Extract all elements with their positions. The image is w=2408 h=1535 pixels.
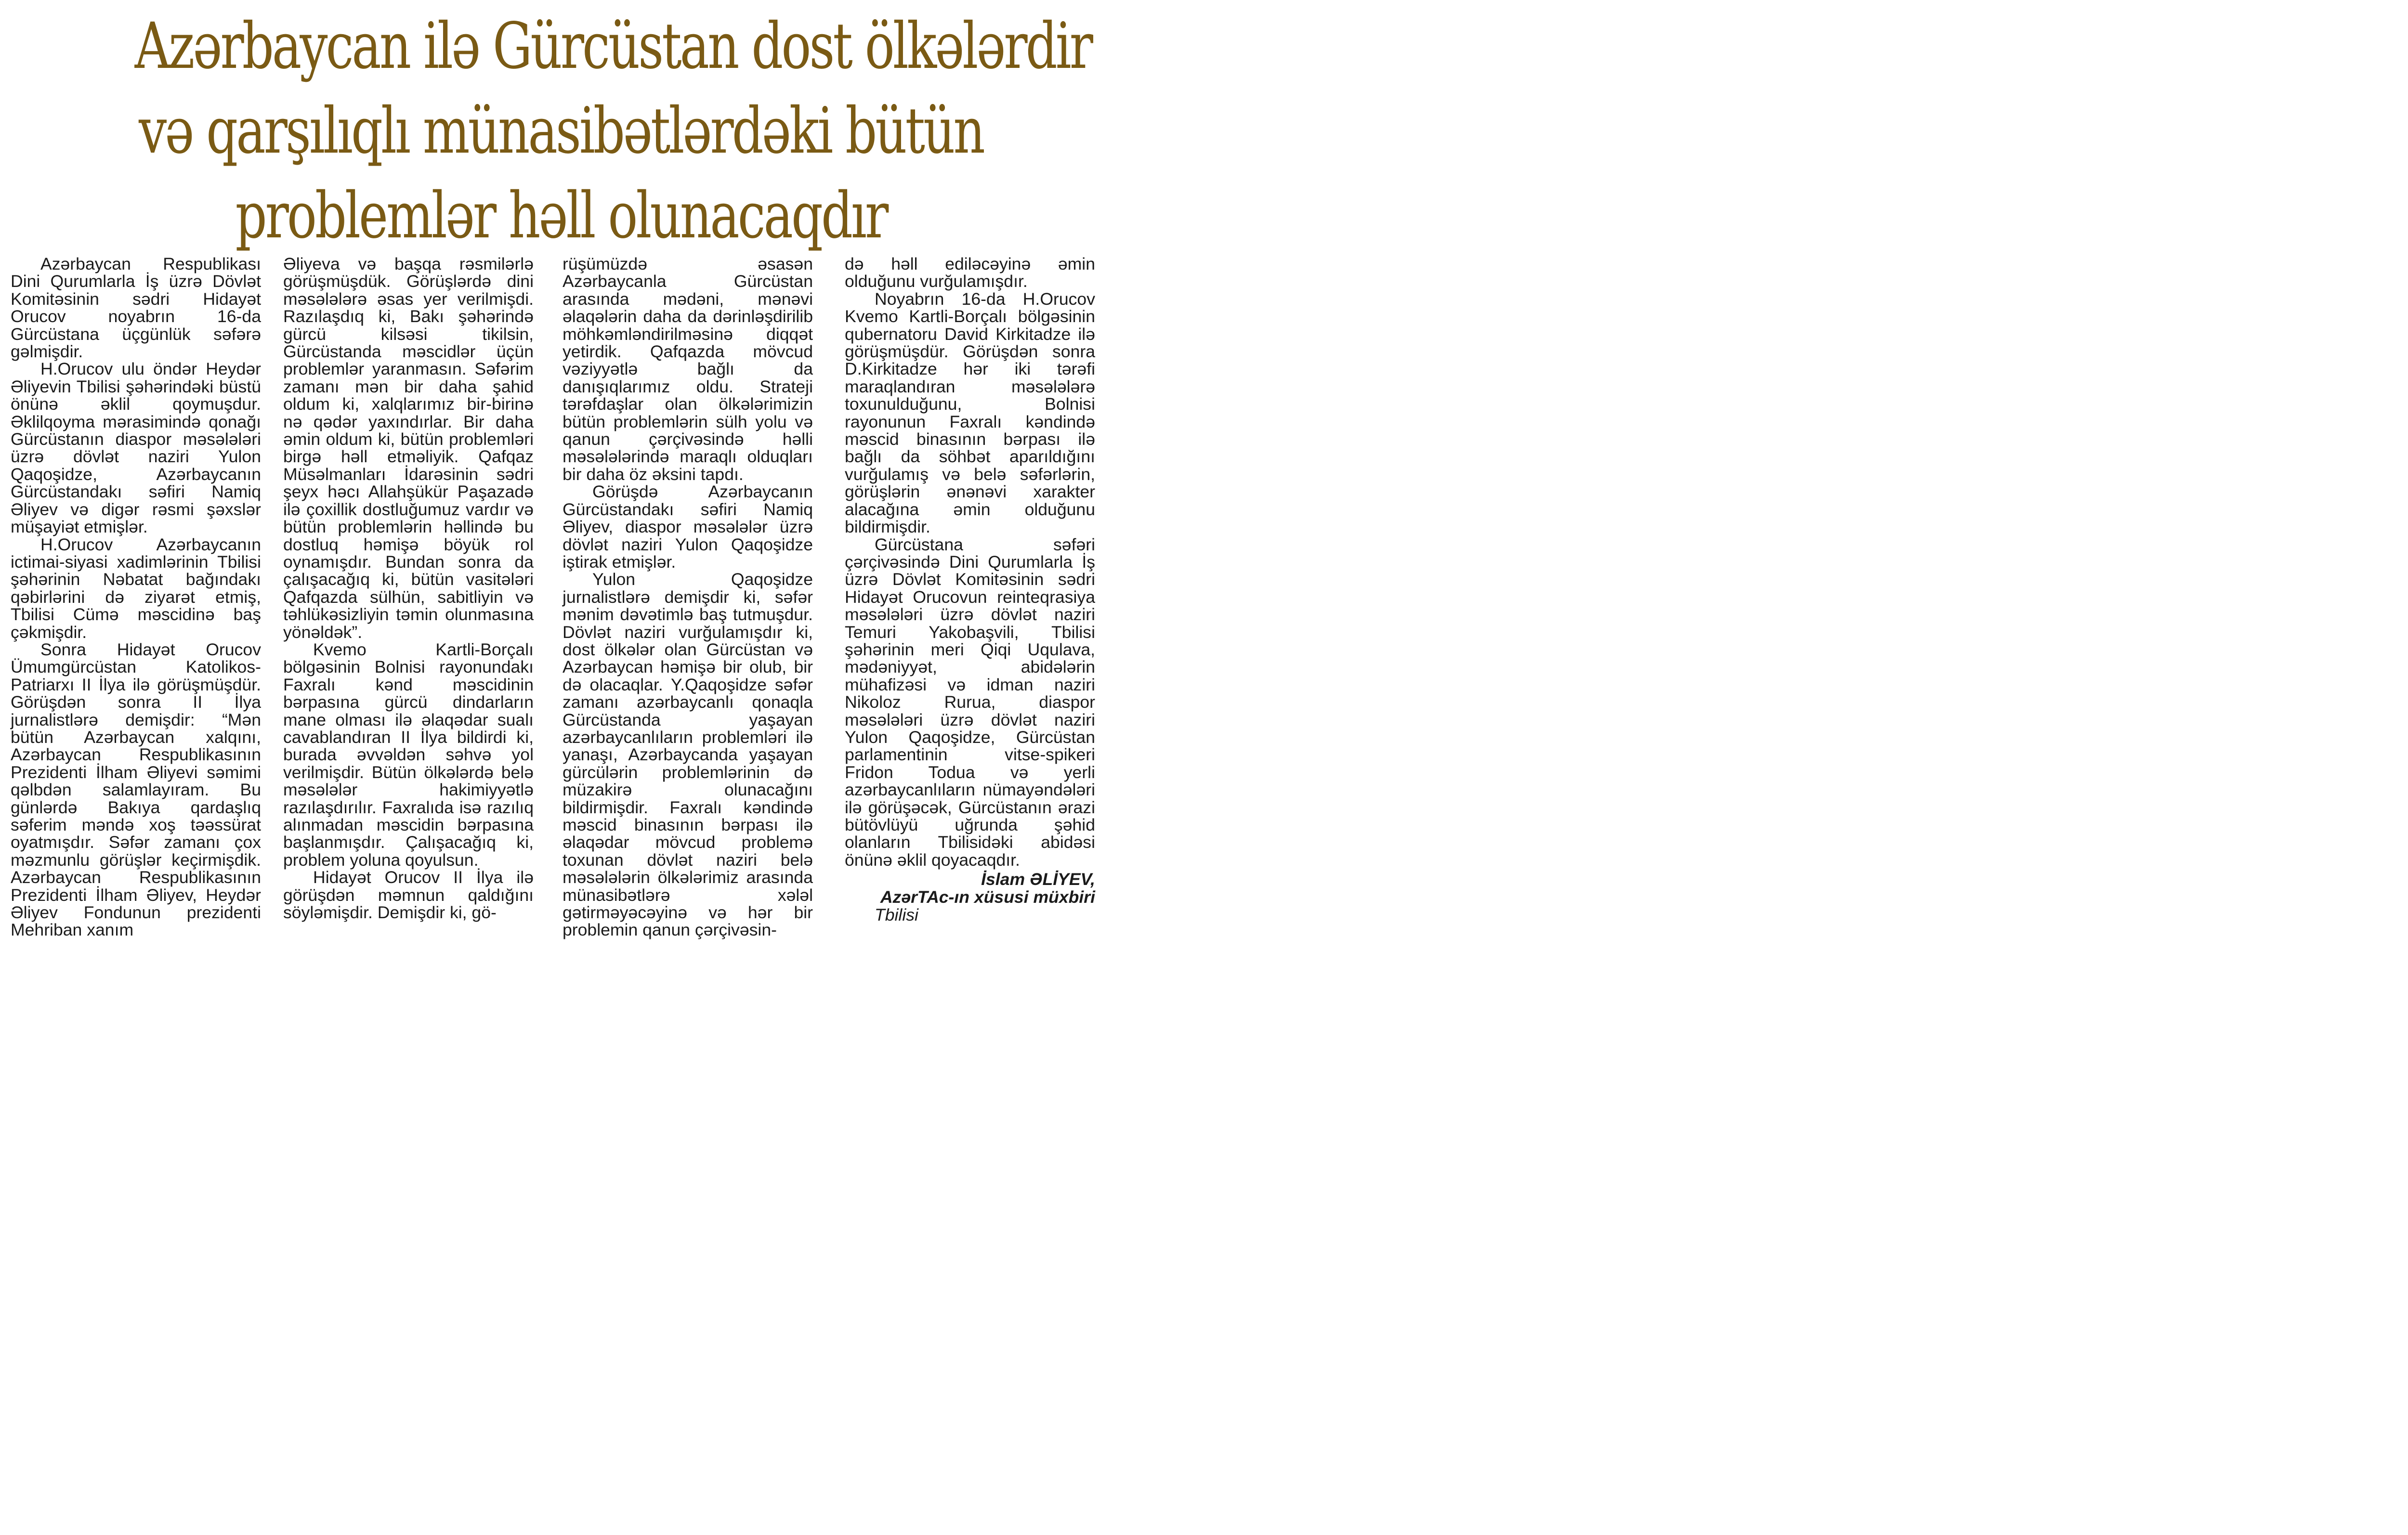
article-paragraph: rüşümüzdə əsasən Azərbaycanla Gürcüstan arasında mədəni, mənəvi əlaqələrin daha da dərinləşdirilib möhkəmləndirilməsinə diqqət yetirdik. Qafqazda mövcud vəziyyətlə bağlı da danışıqlarımız oldu. Strateji tərəfdaşlar olan ölkələrimizin bütün problemlərin sülh yolu və qanun çərçivəsində həlli məsələlərində maraqlı olduqları bir daha öz əksini tapdı. <box>563 254 813 484</box>
headline-line-2: və qarşılıqlı münasibətlərdəki bütün <box>139 94 983 168</box>
article-paragraph: Yulon Qaqoşidze jurnalistlərə demişdir ki, səfər mənim dəvətimlə baş tutmuşdur. Dövlət naziri vurğulamışdır ki, dost ölkələr olan Gürcüstan və Azərbaycan həmişə bir olub, bir də olacaqlar. Y.Qaqoşidze səfər zamanı azərbaycanlı qonaqla Gürcüstanda yaşayan azərbaycanlıların problemləri ilə yanaşı, Azərbaycanda yaşayan gürcülərin problemlərinin də müzakirə olunacağını bildirmişdir. Faxralı kəndində məscid binasının bərpası ilə əlaqədar mövcud problemə toxunan dövlət naziri belə məsələlərin ölkələrimiz arasında münasibətlərə xələl gətirməyəcəyinə və hər bir problemin qanun çərçivəsin- <box>563 570 813 940</box>
article-headline <box>134 4 1092 258</box>
article-paragraph: Hidayət Orucov II İlya ilə görüşdən məmnun qaldığını söyləmişdir. Demişdir ki, gö- <box>283 868 534 923</box>
article-column-4 <box>845 255 1095 924</box>
article-paragraph: Noyabrın 16-da H.Orucov Kvemo Kartli-Borçalı bölgəsinin qubernatoru David Kirkitadze ilə görüşmüşdür. Görüşdən sonra D.Kirkitadze hər iki tərəfi maraqlandıran məsələlərə toxunulduğunu, Bolnisi rayonunun Faxralı kəndində məscid binasının bərpası ilə bağlı da söhbət aparıldığını vurğulamış və belə səfərlərin, görüşlərin ənənəvi xarakter alacağına əmin olduğunu bildirmişdir. <box>845 289 1095 537</box>
dateline-place: Tbilisi <box>875 905 918 925</box>
byline-role: AzərTAc-ın xüsusi müxbiri <box>880 887 1095 907</box>
headline-line-3: problemlər həll olunacaqdır <box>235 179 887 253</box>
article-paragraph: Kvemo Kartli-Borçalı bölgəsinin Bolnisi rayonundakı Faxralı kənd məscidinin bərpasına gürcü dindarların mane olması ilə əlaqədar sualı cavablandıran II İlya bildirdi ki, burada əvvəldən səhvə yol verilmişdir. Bütün ölkələrdə belə məsələlər hakimiyyətlə razılaşdırılır. Faxralıda isə razılıq alınmadan məscidin bərpasına başlanmışdır. Çalışacağıq ki, problem yoluna qoyulsun. <box>283 639 534 870</box>
article-paragraph: Görüşdə Azərbaycanın Gürcüstandakı səfiri Namiq Əliyev, diaspor məsələlər üzrə dövlət naziri Yulon Qaqoşidze iştirak etmişlər. <box>563 482 813 572</box>
article-paragraph: Azərbaycan Respublikası Dini Qurumlarla İş üzrə Dövlət Komitəsinin sədri Hidayət Orucov noyabrın 16-da Gürcüstana üçgünlük səfərə gəlmişdir. <box>11 254 261 362</box>
article-paragraph: H.Orucov Azərbaycanın ictimai-siyasi xadimlərinin Tbilisi şəhərinin Nəbatat bağındakı qəbirlərini də ziyarət etmiş, Tbilisi Cümə məscidinə baş çəkmişdir. <box>11 534 261 642</box>
article-column-1 <box>11 255 261 939</box>
article-column-2 <box>283 255 534 921</box>
article-paragraph: də həll ediləcəyinə əmin olduğunu vurğulamışdır. <box>845 254 1095 291</box>
headline-line-1: Azərbaycan ilə Gürcüstan dost ölkələrdir <box>134 9 1092 83</box>
article-byline <box>845 871 1095 906</box>
article-column-3 <box>563 255 813 939</box>
article-paragraph: Əliyeva və başqa rəsmilərlə görüşmüşdük. Görüşlərdə dini məsələlərə əsas yer verilmişdi. Razılaşdıq ki, Bakı şəhərində gürcü kilsəsi tikilsin, Gürcüstanda məscidlər üçün problemlər yaranmasın. Səfərim zamanı mən bir daha şahid oldum ki, xalqlarımız bir-birinə nə qədər yaxındırlar. Bir daha əmin oldum ki, bütün problemləri birgə həll etməliyik. Qafqaz Müsəlmanları İdarəsinin sədri şeyx həcı Allahşükür Paşazadə ilə çoxillik dostluğumuz vardır və bütün problemlərin həllində bu dostluq həmişə böyük rol oynamışdır. Bundan sonra da çalışacağıq ki, bütün vasitələri Qafqazda sülhün, sabitliyin və təhlükəsizliyin təmin olunmasına yönəldək”. <box>283 254 534 642</box>
byline-author: İslam ƏLİYEV, <box>981 870 1095 889</box>
article-paragraph: Sonra Hidayət Orucov Ümumgürcüstan Katolikos-Patriarxı II İlya ilə görüşmüşdür. Görüşdən sonra II İlya jurnalistlərə demişdir: “Mən bütün Azərbaycan xalqını, Azərbaycan Respublikasının Prezidenti İlham Əliyevi səmimi qəlbdən salamlayıram. Bu günlərdə Bakıya qardaşlıq səferim məndə xoş təəssürat oyatmışdır. Səfər zamanı çox məzmunlu görüşlər keçirmişdik. Azərbaycan Respublikasının Prezidenti İlham Əliyev, Heydər Əliyev Fondunun prezidenti Mehriban xanım <box>11 639 261 940</box>
article-paragraph: Gürcüstana səfəri çərçivəsində Dini Qurumlarla İş üzrə Dövlət Komitəsinin sədri Hidayət Orucovun reinteqrasiya məsələləri üzrə dövlət naziri Temuri Yakobaşvili, Tbilisi şəhərinin meri Qiqi Uqulava, mədəniyyət, abidələrin mühafizəsi və idman naziri Nikoloz Rurua, diaspor məsələləri üzrə dövlət naziri Yulon Qaqoşidze, Gürcüstan parlamentinin vitse-spikeri Fridon Todua və yerli azərbaycanlıların nümayəndələri ilə görüşəcək, Gürcüstanın ərazi bütövlüyü uğrunda şəhid olanların Tbilisidəki abidəsi önünə əklil qoyacaqdır. <box>845 534 1095 870</box>
article-paragraph: H.Orucov ulu öndər Heydər Əliyevin Tbilisi şəhərindəki büstü önünə əklil qoymuşdur. Əklilqoyma mərasimində qonağı Gürcüstanın diaspor məsələləri üzrə dövlət naziri Yulon Qaqoşidze, Azərbaycanın Gürcüstandakı səfiri Namiq Əliyev və digər rəsmi şəxslər müşayiət etmişlər. <box>11 359 261 537</box>
